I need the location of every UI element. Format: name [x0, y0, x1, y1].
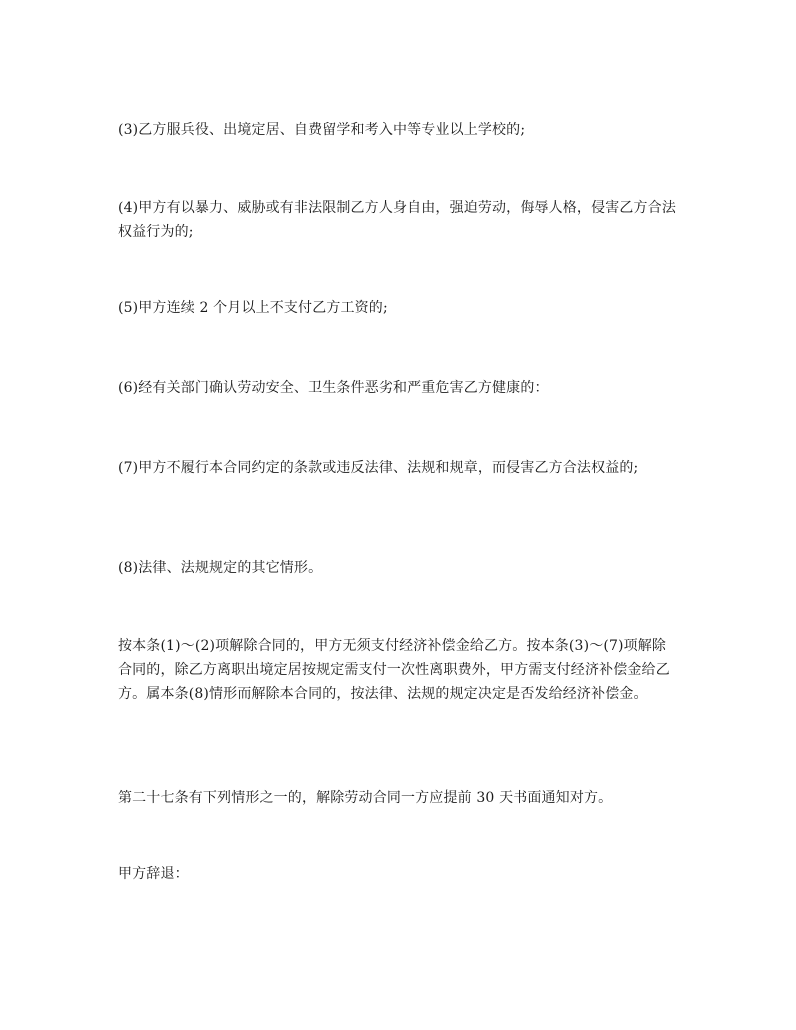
clause-8-paragraph: (8)法律、法规规定的其它情形。	[118, 560, 323, 576]
article-27-paragraph: 第二十七条有下列情形之一的，解除劳动合同一方应提前 30 天书面通知对方。	[118, 790, 613, 806]
clause-6-paragraph: (6)经有关部门确认劳动安全、卫生条件恶劣和严重危害乙方健康的：	[118, 380, 549, 396]
compensation-paragraph: 按本条(1)～(2)项解除合同的，甲方无须支付经济补偿金给乙方。按本条(3)～(7)项解除合同的，除乙方离职出境定居按规定需支付一次性离职费外，甲方需支付经济补偿金给乙方。属本条(8)情形而解除本合同的，按法律、法规的规定决定是否发给经济补偿金。	[118, 638, 670, 702]
clause-4-paragraph: (4)甲方有以暴力、威胁或有非法限制乙方人身自由，强迫劳动，侮辱人格，侵害乙方合法权益行为的;	[118, 200, 676, 240]
clause-3-paragraph: (3)乙方服兵役、出境定居、自费留学和考入中等专业以上学校的;	[118, 122, 526, 138]
clause-5-paragraph: (5)甲方连续 2 个月以上不支付乙方工资的;	[118, 300, 388, 316]
employer-dismissal-heading: 甲方辞退：	[118, 866, 189, 882]
clause-7-paragraph: (7)甲方不履行本合同约定的条款或违反法律、法规和规章，而侵害乙方合法权益的;	[118, 460, 639, 476]
